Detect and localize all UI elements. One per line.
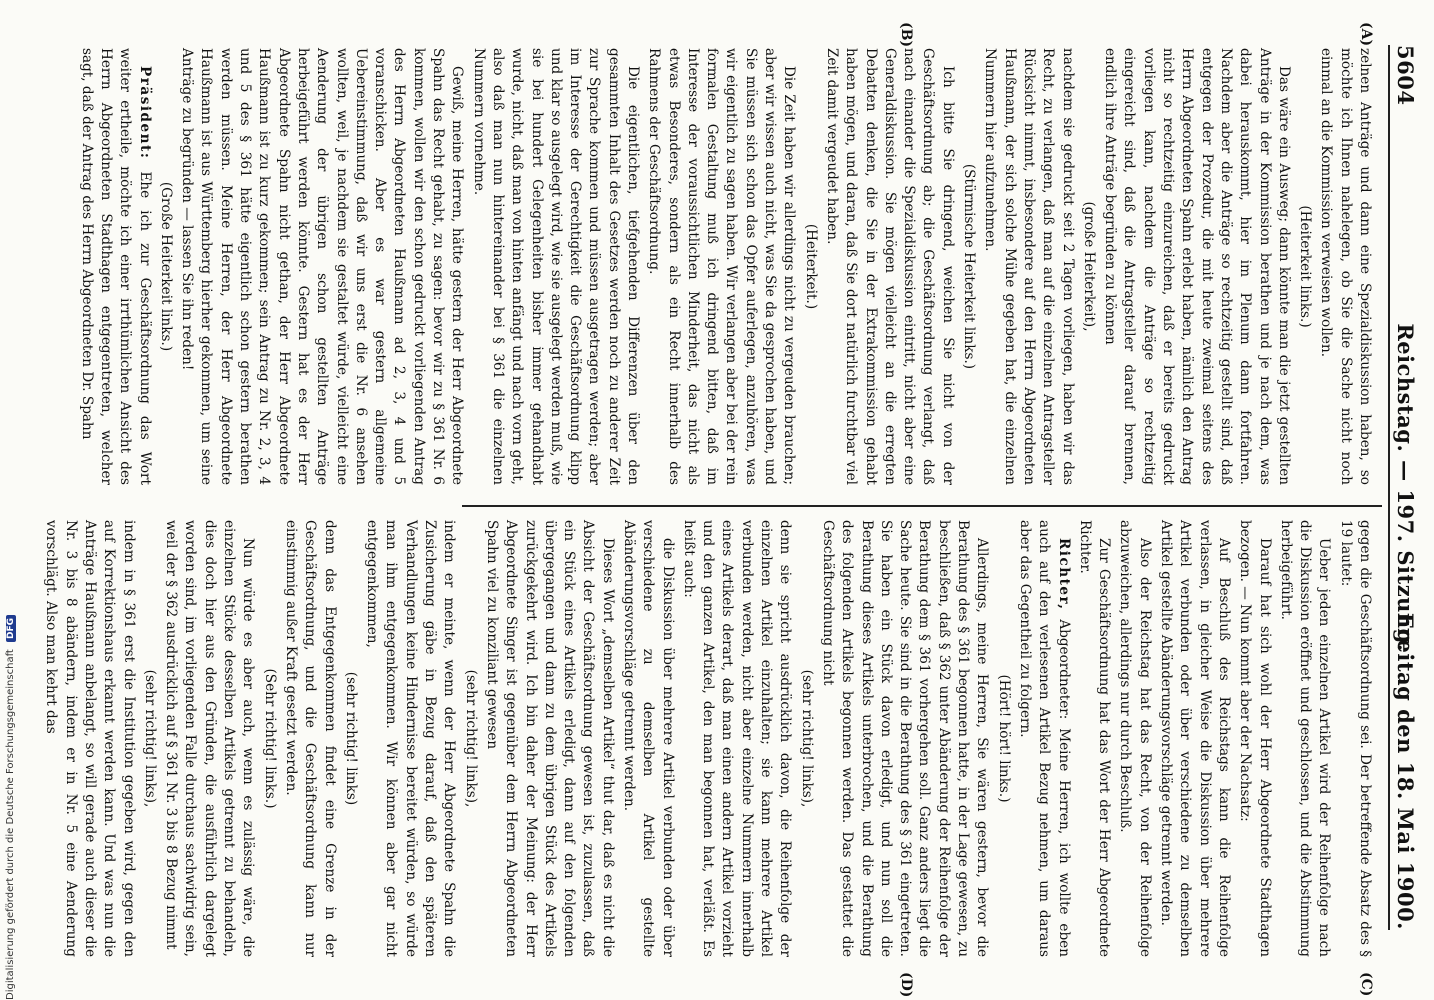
paragraph-text: Meine Herren, ich wollte eben auch auf den verlesenen Artikel Bezug nehmen, um daraus aber das Gegentheil zu folgern. xyxy=(1016,520,1072,957)
remark: (große Heiterkeit), xyxy=(1080,201,1097,332)
page-number: 5604 xyxy=(1393,45,1418,106)
remark: (sehr richtig! links), xyxy=(462,669,479,808)
dfg-logo: DFG xyxy=(6,615,16,642)
margin-marker-b: (B) xyxy=(898,22,914,48)
quote: Ueber jeden einzelnen Artikel wird der Reihenfolge nach die Diskussion eröffnet und geschlossen, und die Abstimmung herbeigeführt. xyxy=(1277,520,1333,957)
paragraph: denn das Entgegenkommen findet eine Grenze in der Geschäftsordnung, und die Geschäftsordnung kann nur einstimmig außer Kraft gesetzt werden. xyxy=(282,520,338,957)
speaker-label: Richter, xyxy=(1055,538,1072,611)
paragraph: Nun würde es aber auch, wenn es zulässig wäre, die einzelnen Stücke desselben Artikels getrennt zu behandeln, dies doch hier aus den Gründen, die ausführlich dargelegt worden sind, im vorliegenden Falle durchaus sachwidrig sein, weil der § 362 ausdrücklich auf § 361 Nr. 3 bis 8 Bezug nimmt xyxy=(163,520,257,957)
remark: (Hört! hört! links.) xyxy=(995,674,1012,803)
remark: (Heiterkeit.) xyxy=(802,223,819,310)
margin-marker-a: (A) xyxy=(1358,22,1374,47)
digitization-note: Digitalisierung gefördert durch die Deutsche Forschungsgemeinschaft xyxy=(5,649,16,1000)
paragraph: gegen die Geschäftsordnung sei. Der betreffende Absatz des § 19 lautet: xyxy=(1337,520,1373,957)
left-column xyxy=(78,48,1374,485)
paragraph: Darauf hat sich wohl der Herr Abgeordnete Stadthagen bezogen. — Nun kommt aber der Nachsatz: xyxy=(1237,520,1273,957)
paragraph: denn sie spricht ausdrücklich davon, die Reihenfolge der einzelnen Artikel einzuhalten; sie kann mehrere Artikel verbunden werden, nicht aber einzelne Nummern innerhalb eines Artikels derart, daß man einen andern Artikel vorzieht und den ganzen Artikel, den man begonnen hat, verläßt. Es heißt auch: xyxy=(680,520,794,957)
speaker-role: Abgeordneter: xyxy=(1055,619,1072,720)
digitization-footer xyxy=(5,0,16,1000)
paragraph: Zur Geschäftsordnung hat das Wort der Herr Abgeordnete Richter. xyxy=(1076,520,1113,957)
quote: Auf Beschluß des Reichstags kann die Reihenfolge verlassen, in gleicher Weise die Diskussion über mehrere Artikel verbunden oder über verschiedene zu demselben Artikel gestellte Abänderungsvorschläge getrennt werden. xyxy=(1158,520,1232,957)
page-header xyxy=(1388,45,1418,930)
margin-marker-c: (C) xyxy=(1358,972,1374,997)
remark: (Heiterkeit links.) xyxy=(1297,205,1314,328)
page-date: Freitag den 18. Mai 1900. xyxy=(1393,612,1418,930)
remark: (sehr richtig! links), xyxy=(141,669,158,808)
paragraph: Das wäre ein Ausweg; dann könnte man die jetzt gestellten Anträge in der Kommission berathen und je nach dem, was dabei herauskommt, hier im Plenum dann fortfahren. Nachdem aber die Anträge so rechtzeitig gestellt sind, daß entgegen der Prozedur, die mit heute zweimal seitens des Herrn Abgeordneten Spahn erlebt haben, nämlich den Antrag nicht so rechtzeitig einzureichen, daß er bereits gedruckt vorliegen kann, nachdem die Anträge so rechtzeitig eingereicht sind, daß die Antragsteller darauf brennen, endlich ihre Anträge begründen zu können xyxy=(1102,48,1292,485)
paragraph: nachdem sie gedruckt seit 2 Tagen vorliegen, haben wir das Recht, zu verlangen, daß man auf die einzelnen Antragsteller Rücksicht nimmt, insbesondere auf den Herrn Abgeordneten Haußmann, der sich solche Mühe gegeben hat, die einzelnen Nummern hier aufzunehmen. xyxy=(982,48,1076,485)
paragraph: Dieses Wort „demselben Artikel“ thut dar, daß es nicht die Absicht der Geschäftsordnung gewesen ist, zuzulassen, daß ein Stück eines Artikels erledigt, dann auf den folgenden übergegangen und dann zu dem übrigen Stück des Artikels zurückgekehrt wird. Ich bin daher der Meinung: der Herr Abgeordnete Singer ist gegenüber dem Herrn Abgeordneten Spahn viel zu konziliant gewesen xyxy=(483,520,616,957)
quote: die Diskussion über mehrere Artikel verbunden oder über verschiedene zu demselben Artikel gestellte Abänderungsvorschläge getrennt werden. xyxy=(621,520,676,957)
remark: (sehr richtig! links), xyxy=(798,669,815,808)
paragraph: Allerdings, meine Herren, Sie wären gestern, bevor die Berathung des § 361 begonnen hatte, in der Lage gewesen, zu beschließen, daß § 362 unter Abänderung der Reihenfolge der Berathung dem § 361 vorhergehen soll. Ganz anders liegt die Sache heute. Sie sind in die Berathung des § 361 eingetreten. Sie haben ein Stück davon erledigt, und nun soll die Berathung dieses Artikels unterbrochen, und die Berathung des folgenden Artikels begonnen werden. Das gestattet die Geschäftsordnung nicht xyxy=(819,520,991,957)
right-column xyxy=(43,520,1374,957)
paragraph: indem in § 361 erst die Institution gegeben wird, gegen den auf Korrektionshaus erkannt werden kann. Und was nun die Anträge Haußmann anbelangt, so will gerade auch dieser die Nr. 3 bis 8 abändern, indem er in Nr. 5 eine Aenderung vorschlägt. Also man kehrt das xyxy=(43,520,137,957)
paragraph-text: Ehe ich zur Geschäftsordnung das Wort weiter ertheile, möchte ich einer irrthümlichen Ansicht des Herrn Abgeordneten Stadthagen entgegentreten, welcher sagt, daß der Antrag des Herrn Abgeordneten Dr. Spahn xyxy=(78,48,153,485)
margin-marker-d: (D) xyxy=(898,972,914,998)
paragraph: Die Zeit haben wir allerdings nicht zu vergeuden brauchen; aber wir wissen auch nicht, was Sie da gesprochen haben, und Sie müssen sich schon das Opfer auferlegen, anzuhören, was wir eigentlich zu sagen haben. Wir verlangen aber bei der rein formalen Gestaltung muß ich dringend bitten, daß im Interesse der voraussichtlichen Minderheit, das nicht als etwas Besonderes, sondern als ein Recht innerhalb des Rahmens der Geschäftsordnung. xyxy=(646,48,798,485)
paragraph: indem er meinte, wenn der Herr Abgeordnete Spahn die Zusicherung gäbe in Bezug darauf, daß den späteren Verhandlungen keine Hindernisse bereitet würden, so würde man ihm entgegenkommen. Wir können aber gar nicht entgegenkommen, xyxy=(364,520,458,957)
page-title: Reichstag. — 197. Sitzung. xyxy=(1393,323,1418,652)
paragraph: Ich bitte Sie dringend, weichen Sie nicht von der Geschäftsordnung ab; die Geschäftsordnung verlangt, daß nach einander die Spezialdiskussion eintritt, nicht aber eine Generaldiskussion. Sie mögen vielleicht an die erregten Debatten denken, die Sie in der Extrakommission gehabt haben mögen, und daran, daß Sie dort natürlich furchtbar viel Zeit damit vergeudet haben. xyxy=(823,48,956,485)
remark: (Sehr richtig! links.) xyxy=(261,668,278,809)
paragraph: Also der Reichstag hat das Recht, von der Reihenfolge abzuweichen, allerdings nur durch Beschluß. xyxy=(1117,520,1153,957)
paragraph: Die eigentlichen, tiefgehenden Differenzen über den gesammten Inhalt des Gesetzes werden noch zu anderer Zeit zur Sprache kommen und müssen ausgetragen werden; aber im Interesse der Gerechtigkeit die Geschäftsordnung klipp und klar so ausgelegt wird, wie sie ausgelegt werden muß, wie sie bei hundert Gelegenheiten bisher immer gehandhabt wurde, nicht, daß man von hinten anfängt und nach vorn geht, also daß man nun hintereinander bei § 361 die einzelnen Nummern vornehme. xyxy=(470,48,642,485)
remark: (sehr richtig! links) xyxy=(342,671,359,806)
president-paragraph xyxy=(76,48,153,485)
remark: (Stürmische Heiterkeit links.) xyxy=(961,163,978,370)
paragraph: zelnen Anträge und dann eine Spezialdiskussion haben, so möchte ich Ihnen nahelegen, ob Sie die Sache nicht noch einmal an die Kommission verweisen wollen. xyxy=(1318,48,1373,485)
column-divider xyxy=(462,505,1382,507)
speaker-paragraph xyxy=(1015,520,1073,957)
remark: (Große Heiterkeit links.) xyxy=(157,181,174,352)
paragraph: Gewiß, meine Herren, hätte gestern der Herr Abgeordnete Spahn das Recht gehabt, zu sagen: bevor wir zu § 361 Nr. 6 kommen, wollen wir den schon gedruckt vorliegenden Antrag des Herrn Abgeordneten Haußmann ad 2, 3, 4 und 5 voranschicken. Aber es war gestern allgemeine Uebereinstimmung, daß wir uns erst die Nr. 6 ansehen wollten, weil, je nachdem sie gestaltet würde, vielleicht eine Aenderung der übrigen schon gestellten Anträge herbeigeführt werden könnte. Gestern hat es der Herr Abgeordnete Spahn nicht gethan, der Herr Abgeordnete Haußmann ist zu kurz gekommen; sein Antrag zu Nr. 2, 3, 4 und 5 des § 361 hätte eigentlich schon gestern berathen werden müssen. Meine Herren, der Herr Abgeordnete Haußmann ist aus Württemberg hierher gekommen, um seine Anträge zu begründen — lassen Sie ihn reden! xyxy=(179,48,466,485)
speaker-label: Präsident: xyxy=(136,66,153,160)
